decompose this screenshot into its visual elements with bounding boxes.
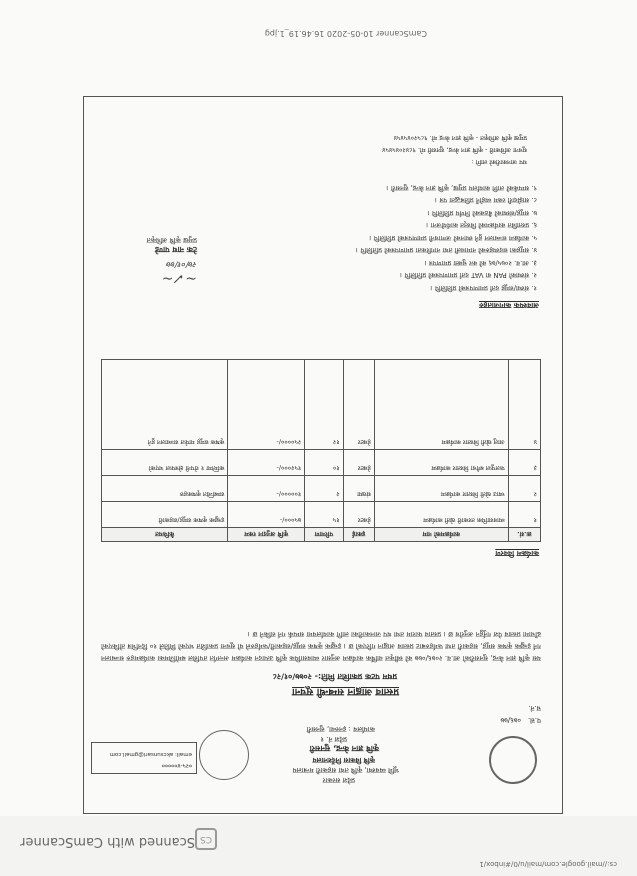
table-cell: च्याउ खेती विस्तार कार्यक्रम (374, 476, 508, 502)
table-cell: १०००००/- (228, 476, 305, 502)
ref-value: ०७६/७७ (500, 716, 521, 724)
table-header-cell: कार्यक्रमको नाम (374, 528, 508, 542)
table-cell: ७५०००/- (228, 502, 305, 528)
notice-body: यस कृषि ज्ञान केन्द्र, सुनसरीको आ.व. २०७६/०७७ को स्वीकृत वार्षिक कार्यक्रम अनुसार व्यावसायिक कृषि उत्पादन कार्यक्रम अन्तर्गत तपसिल बमोजिमका कार्यक्रमहरु सञ्चालन गर्न इच्छुक कृषक समूह, सहकारी तथा फर्महरुबाट प्रस्ताव आह्वान गरिएको छ । इच्छुक कृषक समूह/सहकारी/फर्महरुले यो सूचना प्रकाशित भएको मितिले १० दिनभित्र तोकिएको ढाँचामा प्रस्ताव पेश गर्नुहुन अनुरोध छ । प्रस्ताव फाराम तथा थप जानकारीका लागि कार्यालयमा सम्पर्क गर्न सकिने छ । (101, 630, 541, 662)
table-cell: १५२०००/- (228, 450, 305, 476)
list-item: २. संस्थाको PAN वा VAT दर्ता प्रमाणपत्रको प्रतिलिपि । (399, 271, 537, 280)
list-item: ७. समूह/संस्थाको बैठकको निर्णय प्रतिलिपि । (427, 209, 537, 217)
list-item: ३. आ.व. २०७५/७६ को कर चुक्ता प्रमाणपत्र । (424, 259, 537, 267)
table-cell: कम्तिमा १ रोपनी क्षेत्रफल भएको (102, 450, 228, 476)
contact-phone: ०२५-४००००० (161, 762, 192, 769)
scanner-banner-url: cs://mail.google.com/mail/u/0/#inbox/1 (479, 860, 617, 868)
table-cell: २ (305, 476, 343, 502)
table-cell: २ (508, 476, 540, 502)
signature-title: प्रमुख कृषि अधिकृत (146, 236, 197, 244)
scanner-brand: Scanned with CamScanner (20, 834, 195, 849)
notice-title: प्रस्ताव आह्वान सम्बन्धी सूचना (292, 686, 399, 697)
list-item: ९. सम्पर्कको लागि कार्यालय प्रमुख, कृषि ज्ञान केन्द्र, सुनसरी । (386, 184, 537, 192)
section2-title: आवश्यक कागजातहरु (479, 301, 539, 310)
table-row (102, 476, 541, 502)
dispatch-label: च.नं. (528, 704, 541, 712)
table-row (102, 450, 541, 476)
file-label: CamScanner 10-05-2020 16.46.19_1.jpg (264, 29, 427, 38)
letterhead-line1: प्रदेश सरकार (322, 776, 355, 784)
camscanner-logo-icon: CS (195, 828, 217, 850)
notice-subtitle: प्रथम पटक प्रकाशित मिति:- २०७७/०१/२८ (272, 672, 397, 681)
list-item: ५. कार्यक्रम सञ्चालन हुने स्थानको जग्गाधनी प्रमाणपत्रको प्रतिलिपि । (369, 234, 537, 242)
office-stamp-icon (199, 730, 249, 780)
government-emblem-icon (489, 736, 537, 784)
letterhead-line4: कृषि ज्ञान केन्द्र, सुनसरी (309, 744, 379, 753)
letterhead-line6: कार्यालय : इनरुवा, सुनसरी (306, 725, 375, 733)
contact-line1: थप जानकारीको लागि : (471, 158, 527, 166)
signature-date: २७/०१/७७ (166, 260, 197, 269)
program-table (101, 359, 541, 542)
scanner-banner (0, 816, 637, 876)
table-cell: १० (305, 450, 343, 476)
contact-box (91, 742, 197, 774)
table-cell: हेक्टर (343, 502, 374, 528)
signature-name: टेक नाथ पाण्डे (154, 245, 197, 254)
list-item: १. संस्था/समूह दर्ता प्रमाणपत्रको प्रतिलिपि । (430, 284, 537, 292)
table-header-cell: कैफियत (102, 528, 228, 542)
contact-block (107, 132, 527, 168)
table-header-cell: इकाई (343, 528, 374, 542)
table-cell: १२ (305, 360, 343, 450)
list-item: ४. समूहका सदस्यहरुको नामावली तथा नागरिकता प्रमाणपत्रको प्रतिलिपि । (355, 246, 537, 255)
table-cell: फलफूल बगैचा विस्तार कार्यक्रम (374, 450, 508, 476)
table-cell: व्यावसायिक तरकारी खेती कार्यक्रम (374, 502, 508, 528)
table-cell: हेक्टर (343, 360, 374, 450)
section1-title: कार्यक्रम विवरण (495, 549, 539, 558)
contact-line3: प्रमुख कृषि अधिकृत - कृषि ज्ञान केन्द्र मो. ९८५२०४५४५४ (393, 134, 527, 142)
table-header-cell: परिमाण (305, 528, 343, 542)
table-row (102, 360, 541, 450)
letterhead-line2: भूमि व्यवस्था, कृषि तथा सहकारी मन्त्रालय (292, 766, 399, 774)
list-item: ६. प्रस्तावित कार्यक्रमको विस्तृत कार्ययोजना । (426, 221, 537, 230)
table-cell: सम्बन्धित कृषकहरु (102, 476, 228, 502)
table-cell: कृषक समूह मार्फत सञ्चालन हुने (102, 360, 228, 450)
list-item: ८. साझेदारी रकम व्यहोर्ने प्रतिबद्धता पत्र । (434, 196, 537, 205)
table-header-row (102, 528, 541, 542)
table-cell: ४ (508, 360, 540, 450)
table-cell: १५ (305, 502, 343, 528)
table-cell: २५००००/- (228, 360, 305, 450)
letterhead-line3: कृषि विकास निर्देशनालय (312, 756, 375, 764)
table-header-cell: क्र.सं. (508, 528, 540, 542)
signature-scribble-icon: ~✓~ (161, 270, 197, 286)
signature-block (97, 235, 197, 286)
contact-line2: सूचना अधिकारी - कृषि ज्ञान केन्द्र, सुनसरी मो. ९८४२०४५४५४ (382, 146, 527, 154)
table-header-cell: कृषि अनुदान रकम (228, 528, 305, 542)
table-cell: हेक्टर (343, 450, 374, 476)
ref-label: प.सं. (527, 716, 541, 724)
letterhead-line5: प्रदेश नं. १ (320, 735, 347, 743)
contact-email: email: akcsunsari@gmail.com (109, 751, 192, 757)
table-cell: १ (508, 502, 540, 528)
table-cell: संख्या (343, 476, 374, 502)
table-cell: इच्छुक कृषक समूह/सहकारी (102, 502, 228, 528)
table-row (102, 502, 541, 528)
table-cell: ३ (508, 450, 540, 476)
table-cell: आलु खेती विस्तार कार्यक्रम (374, 360, 508, 450)
